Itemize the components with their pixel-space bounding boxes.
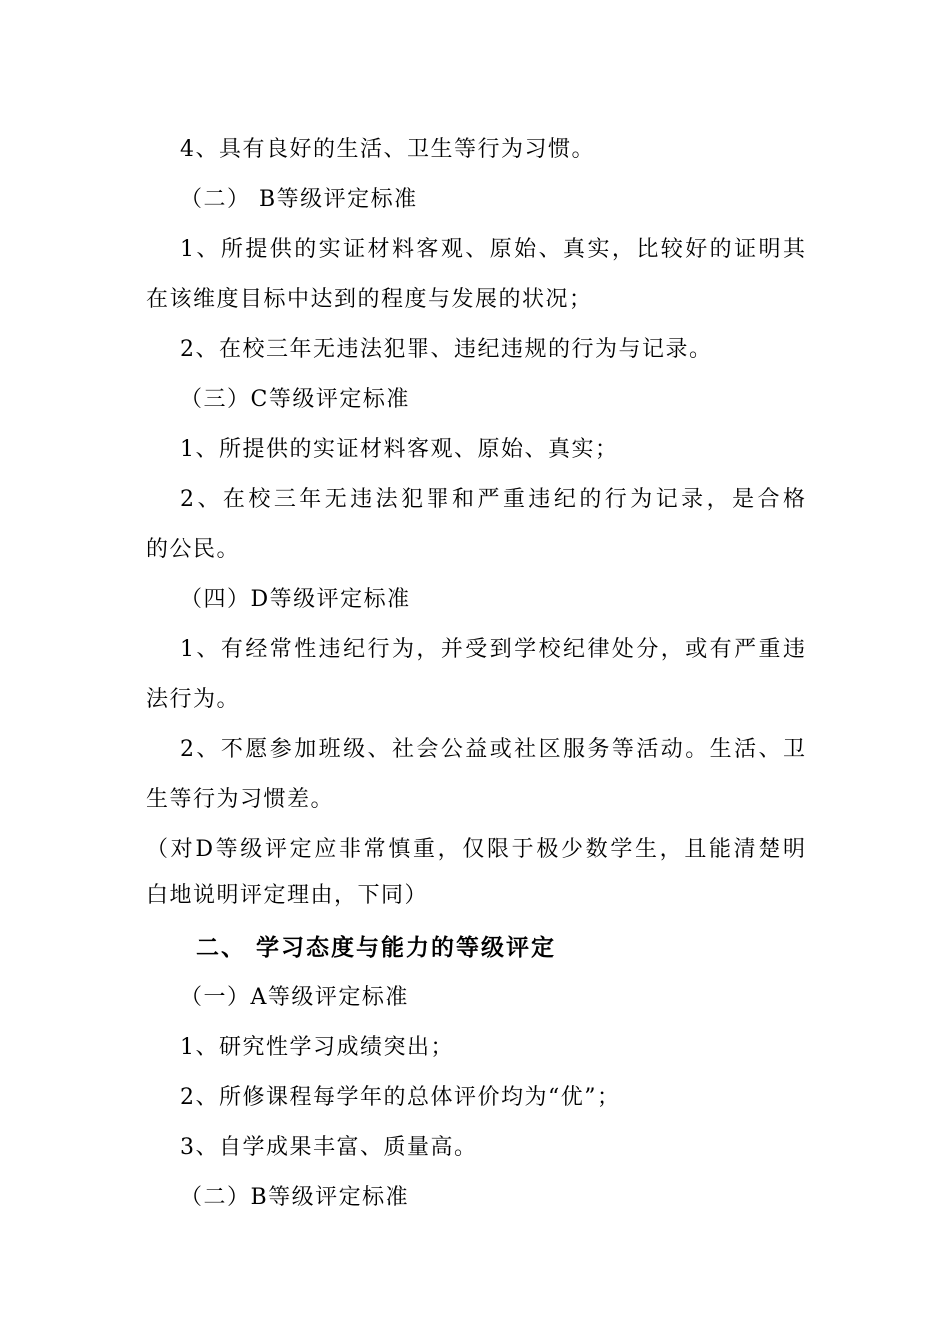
text-line: 2、在校三年无违法犯罪和严重违纪的行为记录，是合格 [180,487,805,512]
section-subheading: （二） B等级评定标准 [180,187,418,212]
text-line: 2、所修课程每学年的总体评价均为“优”； [180,1085,621,1110]
note-line: 白地说明评定理由，下同） [146,883,429,908]
text-line: 1、所提供的实证材料客观、原始、真实； [180,437,619,462]
text-line: 4、具有良好的生活、卫生等行为习惯。 [180,137,595,162]
note-line: （对D等级评定应非常慎重，仅限于极少数学生，且能清楚明 [146,837,805,862]
text-line: 生等行为习惯差。 [146,787,335,812]
text-line: 3、自学成果丰富、质量高。 [180,1135,478,1160]
text-line: 法行为。 [146,687,241,712]
text-line: 1、所提供的实证材料客观、原始、真实，比较好的证明其 [180,237,805,262]
section-subheading: （三）C等级评定标准 [180,387,410,412]
section-subheading: （四）D等级评定标准 [180,587,411,612]
text-line: 2、不愿参加班级、社会公益或社区服务等活动。生活、卫 [180,737,805,762]
section-heading: 二、 学习态度与能力的等级评定 [196,935,557,961]
section-subheading: （二）B等级评定标准 [180,1185,410,1210]
text-line: 1、研究性学习成绩突出； [180,1035,454,1060]
text-line: 1、有经常性违纪行为，并受到学校纪律处分，或有严重违 [180,637,805,662]
text-line: 2、在校三年无违法犯罪、违纪违规的行为与记录。 [180,337,713,362]
text-line: 的公民。 [146,537,241,562]
section-subheading: （一）A等级评定标准 [180,985,409,1010]
text-line: 在该维度目标中达到的程度与发展的状况； [146,287,593,312]
